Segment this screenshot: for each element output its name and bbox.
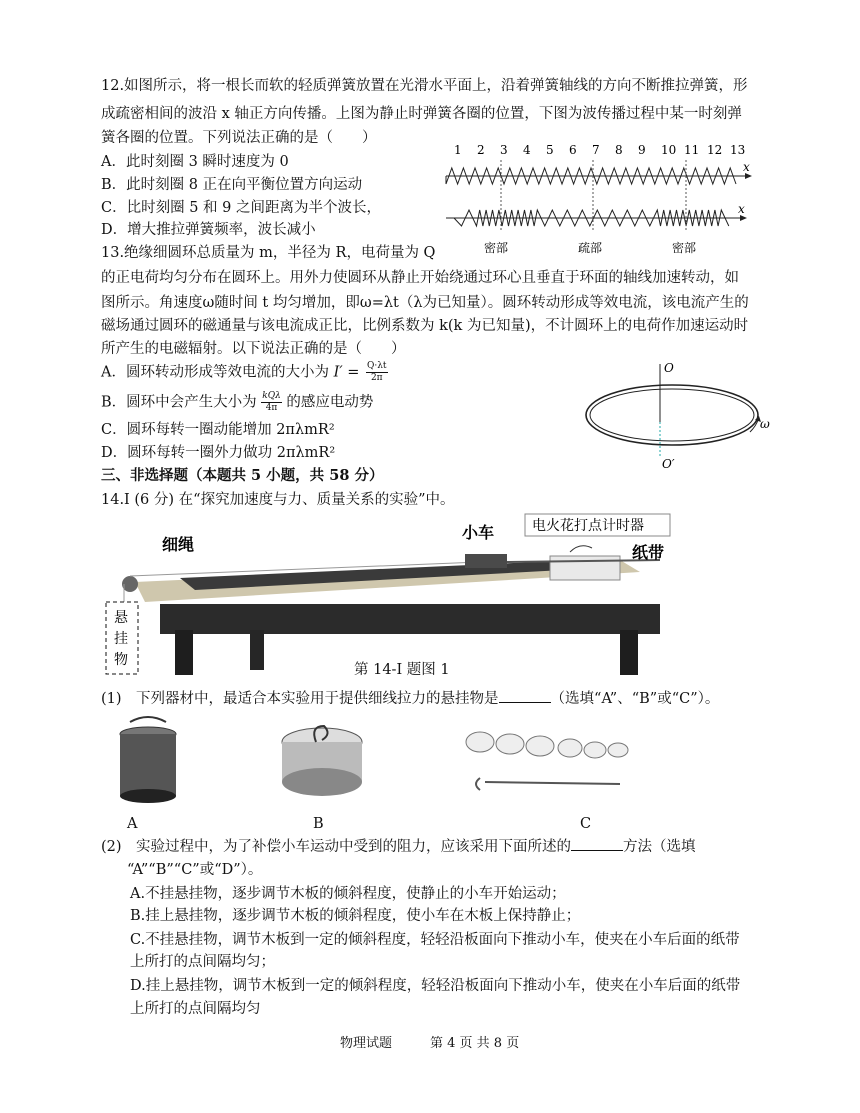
hanger-char-2: 挂 (114, 631, 128, 647)
q13-line5: 所产生的电磁辐射。以下说法正确的是（ ） (101, 341, 406, 357)
coil-number-labels (454, 143, 745, 157)
q12-option-a: A．此时刻圈 3 瞬时速度为 0 (101, 154, 289, 170)
q14-part2-option-c-line1: C.不挂悬挂物，调节木板到一定的倾斜程度，轻轻沿板面向下推动小车，使夹在小车后面的纸带 (130, 932, 740, 948)
cart-label: 小车 (462, 523, 495, 542)
label-compression-1: 密部 (484, 241, 509, 255)
coil-number-10: 10 (661, 143, 677, 157)
cart (465, 554, 507, 568)
coil-number-4: 4 (523, 143, 531, 157)
q14-part2-line2: “A”“B”“C”或“D”）。 (127, 862, 263, 878)
q13-option-a (101, 361, 388, 384)
q13-line4: 磁场通过圆环的磁通量与该电流成正比，比例系数为 k(k 为已知量)，不计圆环上的电荷作加速运动时 (101, 318, 749, 334)
q14-part2-option-c-line2: 上所打的点间隔均匀； (130, 954, 275, 970)
hanging-mass-options (100, 712, 660, 832)
q13-option-a-denominator: 2π (370, 373, 383, 383)
q13-option-a-numerator: Q·λt (366, 361, 387, 371)
q13-option-c: C．圆环每转一圈动能增加 2πλmR² (101, 422, 335, 438)
q12-line1: 12.如图所示，将一根长而软的轻质弹簧放置在光滑水平面上，沿着弹簧轴线的方向不断推拉弹簧，形 (101, 78, 748, 94)
coil-number-8: 8 (615, 143, 623, 157)
timer-cable (570, 546, 592, 552)
q13-option-b-denominator: 4π (265, 403, 278, 413)
rotating-ring-figure (580, 360, 775, 470)
section-three-heading: 三、非选择题（本题共 5 小题，共 58 分） (101, 467, 384, 484)
q13-line2: 的正电荷均匀分布在圆环上。用外力使圆环从静止开始绕通过环心且垂直于环面的轴线加速转动，如 (101, 270, 739, 286)
timer-label: 电火花打点计时器 (532, 518, 644, 534)
x-axis-bottom-label: x (738, 202, 745, 216)
q14-part2-option-b: B.挂上悬挂物，逐步调节木板的倾斜程度，使小车在木板上保持静止； (130, 908, 581, 924)
table-leg-left (175, 630, 193, 675)
label-rarefaction: 疏部 (578, 241, 603, 255)
q14-part2-text: (2) 实验过程中，为了补偿小车运动中受到的阻力，应该采用下面所述的 (101, 839, 572, 855)
table-leg-mid (250, 630, 264, 670)
q13-option-b-text: B．圆环中会产生大小为 (101, 394, 257, 411)
q13-option-b-tail: 的感应电动势 (286, 394, 374, 411)
x-axis-top-label: x (743, 160, 750, 174)
axis-top-label: O (664, 361, 674, 375)
omega-label: ω (760, 417, 770, 431)
q12-option-b: B．此时刻圈 8 正在向平衡位置方向运动 (101, 177, 363, 193)
label-compression-2: 密部 (672, 241, 697, 255)
hanger-char-3: 物 (114, 652, 128, 668)
table-leg-right (620, 630, 638, 675)
q13-option-a-fraction (366, 361, 388, 384)
coil-number-13: 13 (730, 143, 746, 157)
tape-label: 纸带 (632, 543, 665, 562)
q13-option-b-fraction (261, 391, 282, 414)
q14-part1-tail: （选填“A”、“B”或“C”）。 (550, 691, 720, 707)
q12-option-c: C．比时刻圈 5 和 9 之间距离为半个波长， (101, 200, 381, 216)
hanger-char-1: 悬 (114, 610, 128, 626)
q14-part2-option-d-line2: 上所打的点间隔均匀 (130, 1001, 261, 1017)
table-top (160, 604, 660, 634)
axis-bottom-label: O′ (662, 457, 675, 470)
q14-part1-answer-blank[interactable] (499, 688, 551, 703)
spark-timer (550, 556, 620, 580)
ring-inner (590, 389, 754, 441)
footer-page-number: 第 4 页 共 8 页 (430, 1036, 520, 1051)
q12-option-d: D．增大推拉弹簧频率，波长减小 (101, 222, 316, 238)
q13-option-b-numerator: kQλ (262, 391, 281, 401)
q13-option-a-lhs: I′ = (333, 364, 360, 381)
option-b-weight-image (282, 726, 362, 796)
q14-part2-option-a: A.不挂悬挂物，逐步调节木板的倾斜程度，使静止的小车开始运动； (130, 886, 566, 902)
q14-intro: 14.I (6 分) 在“探究加速度与力、质量关系的实验”中。 (101, 492, 455, 508)
coil-number-5: 5 (546, 143, 554, 157)
q12-line3: 簧各圈的位置。下列说法正确的是（ ） (101, 130, 377, 146)
coil-number-3: 3 (500, 143, 508, 157)
option-a-bucket-image (120, 717, 176, 803)
q13-option-b (101, 391, 373, 414)
q14-part2-tail: 方法（选填 (623, 839, 696, 855)
q13-option-d: D．圆环每转一圈外力做功 2πλmR² (101, 445, 336, 461)
apparatus-figure (100, 512, 680, 680)
footer-subject: 物理试题 (340, 1036, 393, 1051)
q13-option-a-text: A．圆环转动形成等效电流的大小为 (101, 364, 329, 381)
q14-part1-text: (1) 下列器材中，最适合本实验用于提供细线拉力的悬挂物是 (101, 691, 499, 707)
coil-number-1: 1 (454, 143, 462, 157)
q14-part2 (101, 836, 696, 857)
q14-part1 (101, 688, 719, 709)
rope-label: 细绳 (162, 535, 195, 554)
coil-number-12: 12 (707, 143, 723, 157)
coil-number-2: 2 (477, 143, 485, 157)
option-a-label: A (127, 816, 138, 832)
option-c-slotted-weights-image (466, 732, 628, 790)
q12-line2: 成疏密相间的波沿 x 轴正方向传播。上图为静止时弹簧各圈的位置，下图为波传播过程中某一时刻弹 (101, 106, 742, 122)
coil-number-9: 9 (638, 143, 646, 157)
spring-wave-figure (440, 138, 770, 260)
coil-number-7: 7 (592, 143, 600, 157)
coil-number-6: 6 (569, 143, 577, 157)
q14-part2-option-d-line1: D.挂上悬挂物，调节木板到一定的倾斜程度，轻轻沿板面向下推动小车，使夹在小车后面的纸带 (130, 978, 741, 994)
q14-part2-answer-blank[interactable] (571, 836, 623, 851)
option-b-label: B (313, 816, 324, 832)
coil-number-11: 11 (684, 143, 700, 157)
q13-line3: 图所示。角速度ω随时间 t 均匀增加，即ω=λt（λ为已知量）。圆环转动形成等效电流，该电流产生的 (101, 295, 749, 311)
figure-1-caption: 第 14-I 题图 1 (354, 662, 450, 678)
q13-line1: 13.绝缘细圆环总质量为 m，半径为 R，电荷量为 Q (101, 245, 436, 261)
ring-outer (586, 385, 758, 445)
option-c-label: C (580, 816, 592, 832)
